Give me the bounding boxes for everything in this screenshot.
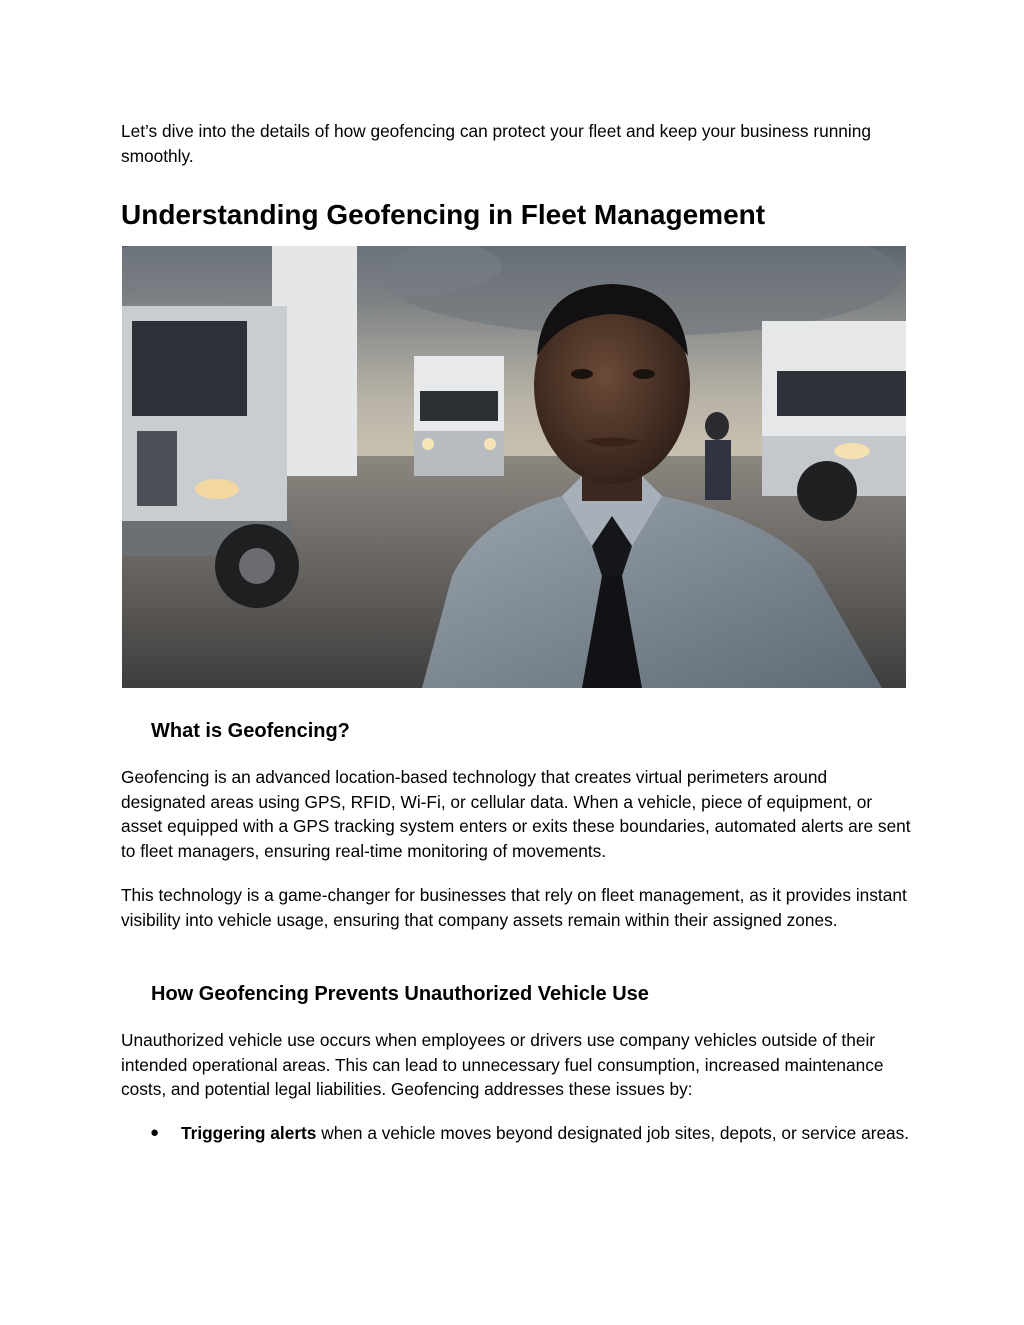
fleet-manager-photo [122,246,906,688]
what-is-paragraph-1: Geofencing is an advanced location-based technology that creates virtual perimeters around designated areas using GPS, RFID, Wi-Fi, or cellular data. When a vehicle, piece of equipment, or asset equipped with a GPS tracking system enters or exits these boundaries, automated alerts are sent to fleet managers, ensuring real-time monitoring of movements. [121,767,911,861]
prevents-paragraph: Unauthorized vehicle use occurs when employees or drivers use company vehicles outside of their intended operational areas. This can lead to unnecessary fuel consumption, increased maintenance costs, and potential legal liabilities. Geofencing addresses these issues by: [121,1030,884,1099]
prevents-heading: How Geofencing Prevents Unauthorized Vehicle Use [151,983,649,1005]
section-title: Understanding Geofencing in Fleet Management [121,199,766,230]
intro-paragraph: Let’s dive into the details of how geofencing can protect your fleet and keep your business running smoothly. [121,121,871,166]
bullet-marker: ● [150,1124,160,1141]
what-is-paragraph-2: This technology is a game-changer for businesses that rely on fleet management, as it provides instant visibility into vehicle usage, ensuring that company assets remain within their assigned zones. [121,885,907,930]
list-item [121,1121,911,1146]
bullet-list [121,1121,911,1146]
what-is-heading: What is Geofencing? [151,720,350,742]
bullet-text: when a vehicle moves beyond designated job sites, depots, or service areas. [316,1123,910,1143]
bullet-bold-text: Triggering alerts [181,1123,317,1143]
